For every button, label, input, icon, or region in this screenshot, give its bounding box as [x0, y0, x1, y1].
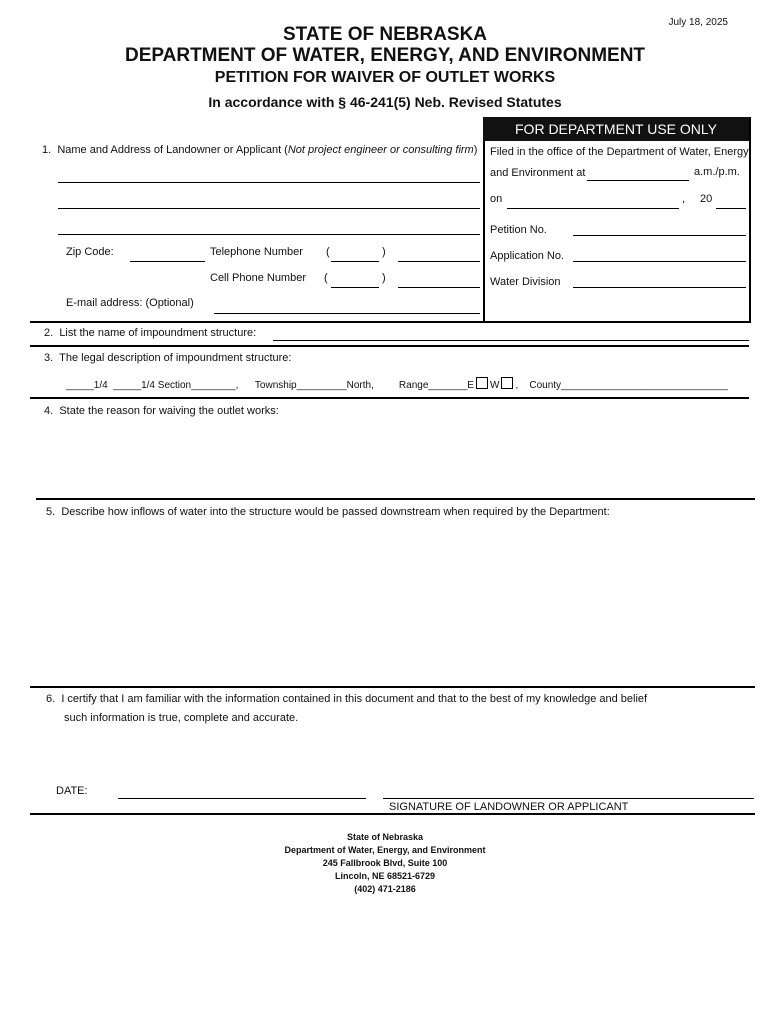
- county-field[interactable]: County______________________________: [529, 380, 728, 391]
- divider: [30, 321, 749, 323]
- cell-paren-close: ): [382, 272, 386, 284]
- applicant-address-field-2[interactable]: [58, 234, 480, 235]
- environment-at-label: and Environment at: [490, 167, 586, 179]
- email-label: E-mail address: (Optional): [66, 297, 194, 309]
- footer-city: Lincoln, NE 68521-6729: [334, 871, 436, 881]
- west-checkbox[interactable]: [501, 377, 513, 389]
- signature-field[interactable]: [383, 798, 754, 799]
- footer-state: State of Nebraska: [346, 832, 424, 842]
- application-no-field[interactable]: [573, 261, 746, 262]
- section-1-text: Name and Address of Landowner or Applicant (: [57, 144, 288, 156]
- petition-no-field[interactable]: [573, 235, 746, 236]
- section-1-close: ): [473, 144, 478, 156]
- department-title: DEPARTMENT OF WATER, ENERGY, AND ENVIRONMENT: [124, 45, 646, 66]
- divider: [30, 813, 755, 815]
- section-6-label: [46, 693, 647, 705]
- telephone-paren-close: ): [382, 246, 386, 258]
- divider: [36, 498, 755, 500]
- cell-paren-open: (: [324, 272, 328, 284]
- section-5-label: [46, 506, 610, 518]
- divider: [30, 397, 749, 399]
- section-5-number: 5.: [46, 506, 56, 518]
- petition-no-label: Petition No.: [490, 224, 547, 236]
- section-1-italic: Not project engineer or consulting firm: [287, 144, 474, 156]
- range-field[interactable]: Range_______E: [398, 380, 474, 391]
- section-2-label: [44, 327, 256, 339]
- section-6-line-1: I certify that I am familiar with the information contained in this document and that to the best of my knowledge and belief: [61, 693, 648, 705]
- date-label: DATE:: [56, 785, 88, 797]
- statute-subtitle: In accordance with § 46-241(5) Neb. Revised Statutes: [208, 94, 562, 110]
- department-use-heading: FOR DEPARTMENT USE ONLY: [483, 117, 749, 141]
- footer-street: 245 Fallbrook Blvd, Suite 100: [322, 858, 448, 868]
- inflow-description-textarea[interactable]: [40, 522, 745, 684]
- form-title: PETITION FOR WAIVER OF OUTLET WORKS: [214, 69, 556, 86]
- telephone-label: Telephone Number: [210, 246, 303, 258]
- cell-area-code-field[interactable]: [331, 287, 379, 288]
- west-label: W: [489, 380, 500, 391]
- ampm-label: a.m./p.m.: [694, 166, 740, 178]
- footer-department: Department of Water, Energy, and Environment: [284, 845, 486, 855]
- footer-address: [0, 831, 770, 896]
- filed-year-field[interactable]: [716, 208, 746, 209]
- section-2-number: 2.: [44, 327, 54, 339]
- date-comma: ,: [682, 193, 686, 205]
- cell-number-field[interactable]: [398, 287, 480, 288]
- section-6-number: 6.: [46, 693, 56, 705]
- waiver-reason-textarea[interactable]: [40, 420, 745, 498]
- divider: [30, 345, 749, 347]
- section-3-label: [44, 352, 291, 364]
- year-prefix-label: 20: [700, 193, 713, 205]
- form-date: July 18, 2025: [668, 17, 728, 28]
- applicant-address-field-1[interactable]: [58, 208, 480, 209]
- legal-description-row: [66, 377, 728, 391]
- section-3-number: 3.: [44, 352, 54, 364]
- section-3-text: The legal description of impoundment structure:: [59, 352, 292, 364]
- telephone-area-code-field[interactable]: [331, 261, 379, 262]
- cell-phone-label: Cell Phone Number: [210, 272, 306, 284]
- zip-code-label: Zip Code:: [66, 246, 114, 258]
- divider: [30, 686, 755, 688]
- water-division-field[interactable]: [573, 287, 746, 288]
- section-5-text: Describe how inflows of water into the structure would be passed downstream when required by the Department:: [61, 506, 610, 518]
- footer-phone: (402) 471-2186: [354, 884, 416, 894]
- quarter-field[interactable]: _____1/4: [66, 380, 108, 391]
- section-1-number: 1.: [42, 144, 52, 156]
- east-checkbox[interactable]: [476, 377, 488, 389]
- section-4-text: State the reason for waiving the outlet works:: [59, 405, 279, 417]
- filed-time-field[interactable]: [587, 180, 689, 181]
- section-2-text: List the name of impoundment structure:: [59, 327, 257, 339]
- email-field[interactable]: [214, 313, 480, 314]
- section-6-line-2: such information is true, complete and accurate.: [64, 712, 299, 724]
- signature-date-field[interactable]: [118, 798, 366, 799]
- section-4-number: 4.: [44, 405, 54, 417]
- quarter-section-field[interactable]: _____1/4 Section________,: [113, 380, 239, 391]
- township-field[interactable]: Township_________North,: [254, 380, 374, 391]
- on-label: on: [490, 193, 503, 205]
- water-division-label: Water Division: [490, 276, 561, 288]
- state-title: STATE OF NEBRASKA: [282, 24, 488, 45]
- filed-in-office-label: Filed in the office of the Department of Water, Energy,: [490, 146, 751, 158]
- telephone-paren-open: (: [326, 246, 330, 258]
- applicant-name-field[interactable]: [58, 182, 480, 183]
- telephone-number-field[interactable]: [398, 261, 480, 262]
- range-comma: ,: [515, 380, 519, 391]
- application-no-label: Application No.: [490, 250, 564, 262]
- section-4-label: [44, 405, 279, 417]
- section-1-label: [42, 144, 477, 156]
- zip-code-field[interactable]: [130, 261, 205, 262]
- filed-date-field[interactable]: [507, 208, 679, 209]
- impoundment-name-field[interactable]: [273, 340, 749, 341]
- signature-label: SIGNATURE OF LANDOWNER OR APPLICANT: [389, 801, 629, 813]
